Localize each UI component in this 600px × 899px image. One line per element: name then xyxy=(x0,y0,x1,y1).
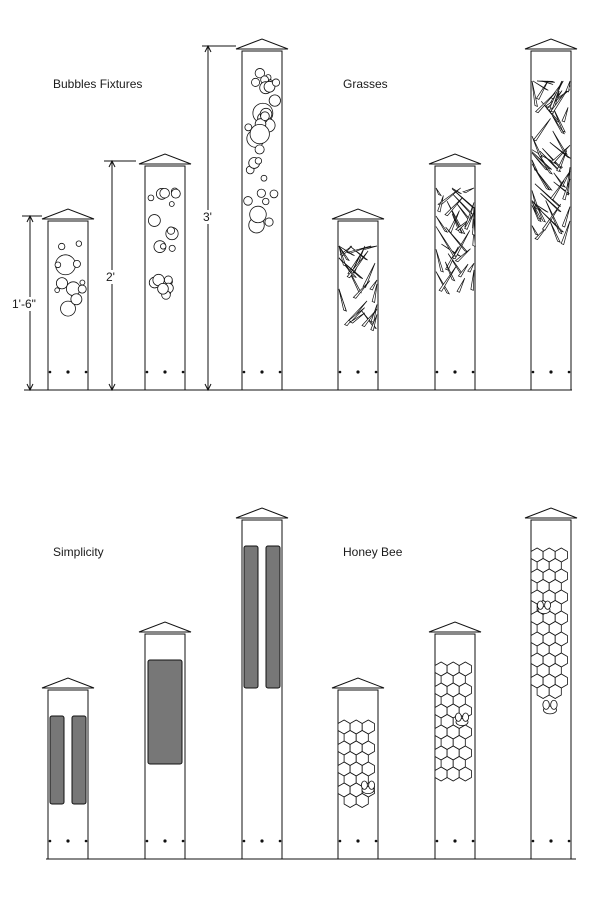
rivet-dot xyxy=(568,840,571,843)
rivet-dot xyxy=(549,370,552,373)
window-panel xyxy=(72,716,86,804)
rivet-dot xyxy=(49,371,52,374)
window-panel xyxy=(266,546,280,688)
rivet-dot xyxy=(243,840,246,843)
dimension-label-tall: 3' xyxy=(203,210,212,224)
rivet-dot xyxy=(66,370,69,373)
post-cap xyxy=(332,678,384,688)
rivet-dot xyxy=(375,371,378,374)
rivet-dot xyxy=(182,840,185,843)
honeybee-post-medium xyxy=(429,622,481,859)
post-cap xyxy=(429,154,481,164)
rivet-dot xyxy=(146,371,149,374)
rivet-dot xyxy=(532,840,535,843)
label-simplicity: Simplicity xyxy=(53,545,104,559)
simplicity-post-medium xyxy=(139,622,191,859)
rivet-dot xyxy=(375,840,378,843)
rivet-dot xyxy=(356,370,359,373)
honeycomb-pattern xyxy=(338,720,374,808)
rivet-dot xyxy=(453,839,456,842)
label-bubbles-fixtures: Bubbles Fixtures xyxy=(53,77,143,91)
post-cap xyxy=(525,508,577,518)
rivet-dot xyxy=(356,839,359,842)
rivet-dot xyxy=(260,839,263,842)
rivet-dot xyxy=(339,840,342,843)
bubbles-post-short xyxy=(42,209,94,390)
post-cap xyxy=(429,622,481,632)
dimension-label-medium: 2' xyxy=(106,270,115,284)
post-cap xyxy=(42,209,94,219)
rivet-dot xyxy=(436,371,439,374)
grasses-post-tall xyxy=(525,39,577,390)
dimension-medium xyxy=(104,161,136,390)
rivet-dot xyxy=(339,371,342,374)
post-cap xyxy=(139,622,191,632)
rivet-dot xyxy=(163,370,166,373)
label-grasses: Grasses xyxy=(343,77,388,91)
dimension-short xyxy=(8,216,46,390)
rivet-dot xyxy=(568,371,571,374)
rivet-dot xyxy=(279,840,282,843)
bubbles-post-tall xyxy=(236,39,288,390)
rivet-dot xyxy=(163,839,166,842)
post-cap xyxy=(236,508,288,518)
rivet-dot xyxy=(85,371,88,374)
rivet-dot xyxy=(532,371,535,374)
honeybee-post-short xyxy=(332,678,384,859)
simplicity-post-tall xyxy=(236,508,288,859)
rivet-dot xyxy=(85,840,88,843)
dimension-tall xyxy=(201,46,236,390)
rivet-dot xyxy=(146,840,149,843)
rivet-dot xyxy=(453,370,456,373)
post-cap xyxy=(332,209,384,219)
grasses-post-short xyxy=(332,209,384,390)
honeybee-post-tall xyxy=(525,508,577,859)
rivet-dot xyxy=(260,370,263,373)
window-panel xyxy=(244,546,258,688)
rivet-dot xyxy=(549,839,552,842)
rivet-dot xyxy=(279,371,282,374)
post-cap xyxy=(236,39,288,49)
honeycomb-pattern xyxy=(531,548,567,699)
window-panel xyxy=(50,716,64,804)
rivet-dot xyxy=(243,371,246,374)
rivet-dot xyxy=(182,371,185,374)
window-panel xyxy=(148,660,182,764)
bubbles-post-medium xyxy=(139,154,191,390)
grasses-post-medium xyxy=(429,154,481,390)
post-cap xyxy=(42,678,94,688)
rivet-dot xyxy=(49,840,52,843)
rivet-dot xyxy=(472,840,475,843)
post-cap xyxy=(525,39,577,49)
label-honey-bee: Honey Bee xyxy=(343,545,403,559)
dimension-label-short: 1'-6" xyxy=(12,297,36,311)
post-cap xyxy=(139,154,191,164)
simplicity-post-short xyxy=(42,678,94,859)
rivet-dot xyxy=(66,839,69,842)
rivet-dot xyxy=(436,840,439,843)
rivet-dot xyxy=(472,371,475,374)
